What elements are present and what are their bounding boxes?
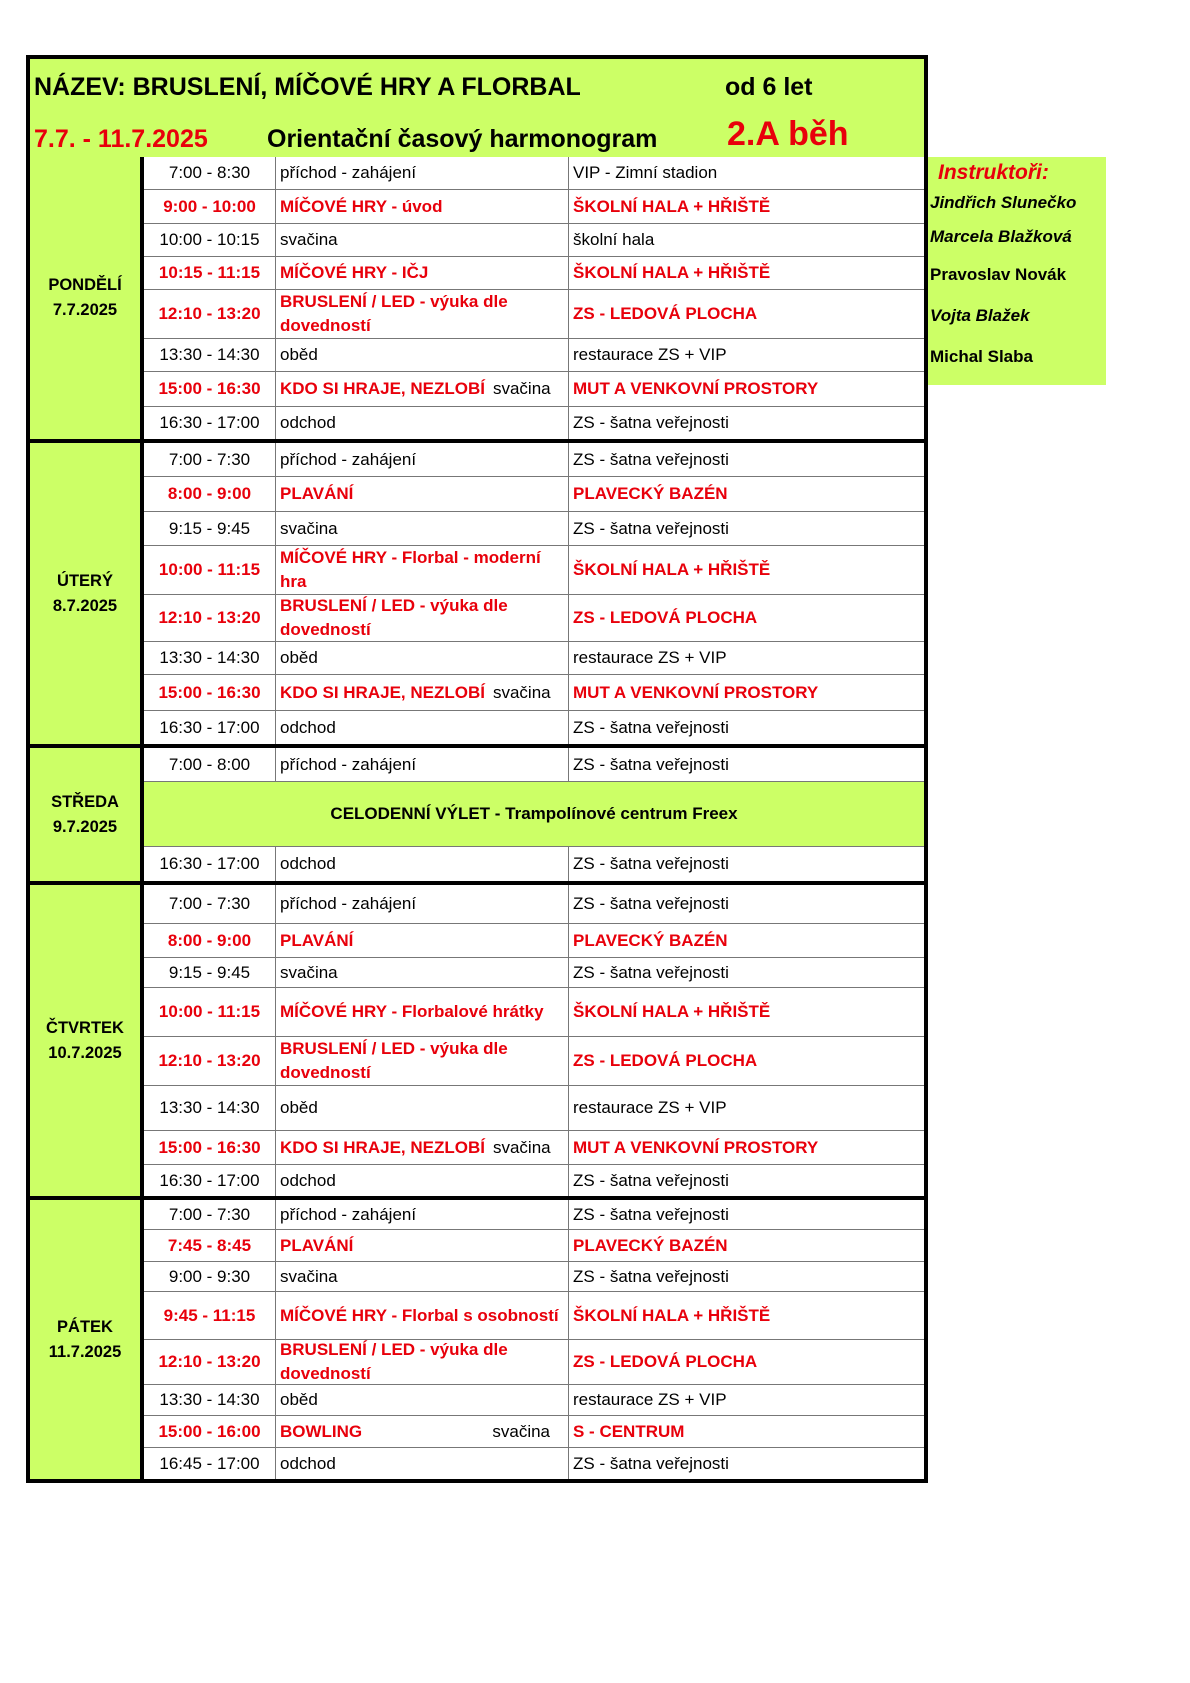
activity-cell <box>276 847 569 881</box>
activity-cell <box>276 595 569 641</box>
activity-cell <box>276 224 569 256</box>
activity-text: odchod <box>280 717 336 737</box>
day-block <box>26 881 928 1200</box>
location-cell: ZS - LEDOVÁ PLOCHA <box>573 1352 758 1371</box>
activity-text: PLAVÁNÍ <box>280 930 354 950</box>
activity-text: BRUSLENÍ / LED - výuka dle dovedností <box>280 1340 508 1383</box>
table-row <box>144 1200 924 1230</box>
activity-text: příchod - zahájení <box>280 754 417 774</box>
time-cell: 9:15 - 9:45 <box>144 958 276 987</box>
day-label <box>30 157 144 439</box>
location-cell: ZS - šatna veřejnosti <box>573 717 729 737</box>
location-cell: MUT A VENKOVNÍ PROSTORY <box>573 379 819 398</box>
day-name: ČTVRTEK <box>46 1018 124 1037</box>
day-rows <box>144 748 924 881</box>
day-rows <box>144 1200 924 1479</box>
activity-cell <box>276 1416 569 1447</box>
table-row <box>144 1448 924 1479</box>
day-block <box>26 744 928 885</box>
day-date: 8.7.2025 <box>52 596 118 615</box>
table-row <box>144 224 924 257</box>
location-cell: ZS - šatna veřejnosti <box>573 894 729 913</box>
day-block <box>26 1196 928 1483</box>
table-row <box>144 642 924 675</box>
activity-text: MÍČOVÉ HRY - úvod <box>280 196 443 216</box>
table-row <box>144 512 924 546</box>
time-cell: 15:00 - 16:30 <box>144 1131 276 1164</box>
activity-text: odchod <box>280 1453 336 1473</box>
activity-text: oběd <box>280 648 318 667</box>
time-cell: 7:00 - 7:30 <box>144 443 276 476</box>
activity-text: oběd <box>280 1390 318 1409</box>
table-row <box>144 1385 924 1416</box>
location-cell: restaurace ZS + VIP <box>573 1390 727 1409</box>
instructor-name: Vojta Blažek <box>930 306 1030 325</box>
activity-cell <box>276 157 569 189</box>
day-label <box>30 885 144 1196</box>
table-row <box>144 924 924 958</box>
day-label <box>30 1200 144 1479</box>
activity-cell <box>276 1385 569 1415</box>
location-cell: ŠKOLNÍ HALA + HŘIŠTĚ <box>573 560 771 579</box>
day-name: PONDĚLÍ <box>48 276 122 294</box>
day-trip-banner: CELODENNÍ VÝLET - Trampolínové centrum Freex <box>144 782 924 846</box>
activity-cell <box>276 924 569 957</box>
location-cell: ZS - LEDOVÁ PLOCHA <box>573 608 758 627</box>
time-cell: 10:15 - 11:15 <box>144 257 276 289</box>
instructors-box <box>928 157 1106 385</box>
location-cell: MUT A VENKOVNÍ PROSTORY <box>573 682 819 702</box>
schedule-subtitle: Orientační časový harmonogram <box>267 125 658 153</box>
date-range: 7.7. - 11.7.2025 <box>34 125 208 153</box>
activity-text: příchod - zahájení <box>280 1204 417 1224</box>
time-cell: 10:00 - 11:15 <box>144 988 276 1036</box>
time-cell: 13:30 - 14:30 <box>144 642 276 674</box>
activity-text: BRUSLENÍ / LED - výuka dle dovedností <box>280 292 508 335</box>
schedule-table <box>26 153 928 1483</box>
activity-cell <box>276 1200 569 1229</box>
time-cell: 12:10 - 13:20 <box>144 1340 276 1384</box>
time-cell: 16:45 - 17:00 <box>144 1448 276 1479</box>
table-row <box>144 782 924 847</box>
activity-cell <box>276 1131 569 1164</box>
day-rows <box>144 885 924 1196</box>
location-cell: MUT A VENKOVNÍ PROSTORY <box>573 1137 819 1157</box>
day-date: 7.7.2025 <box>52 301 118 319</box>
day-rows <box>144 157 924 439</box>
run-label: 2.A běh <box>727 115 849 153</box>
table-row <box>144 1037 924 1086</box>
activity-text: svačina <box>280 518 338 538</box>
activity-text: svačina <box>280 230 338 249</box>
day-name: ÚTERÝ <box>57 571 113 590</box>
instructor-name: Jindřich Slunečko <box>930 193 1077 212</box>
location-cell: ZS - šatna veřejnosti <box>573 1266 729 1286</box>
day-block <box>26 153 928 443</box>
activity-text: KDO SI HRAJE, NEZLOBÍ <box>280 682 485 702</box>
table-row <box>144 1086 924 1131</box>
time-cell: 13:30 - 14:30 <box>144 1385 276 1415</box>
table-row <box>144 847 924 881</box>
table-row <box>144 748 924 782</box>
instructor-name: Michal Slaba <box>930 347 1033 366</box>
activity-text: KDO SI HRAJE, NEZLOBÍ <box>280 1137 485 1157</box>
time-cell: 7:45 - 8:45 <box>144 1230 276 1261</box>
table-row <box>144 1416 924 1448</box>
time-cell: 7:00 - 7:30 <box>144 885 276 923</box>
time-cell: 15:00 - 16:00 <box>144 1416 276 1447</box>
time-cell: 9:00 - 9:30 <box>144 1262 276 1291</box>
instructors-heading: Instruktoři: <box>938 161 1049 184</box>
location-cell: školní hala <box>573 230 655 249</box>
snack-note: svačina <box>492 1137 551 1157</box>
time-cell: 7:00 - 8:00 <box>144 748 276 781</box>
day-label <box>30 443 144 744</box>
activity-cell <box>276 1230 569 1261</box>
snack-note: svačina <box>492 1421 550 1441</box>
table-row <box>144 407 924 439</box>
time-cell: 9:45 - 11:15 <box>144 1292 276 1339</box>
location-cell: ŠKOLNÍ HALA + HŘIŠTĚ <box>573 1305 771 1325</box>
table-row <box>144 958 924 988</box>
time-cell: 16:30 - 17:00 <box>144 1165 276 1196</box>
table-row <box>144 1292 924 1340</box>
table-row <box>144 339 924 372</box>
activity-cell <box>276 339 569 371</box>
location-cell: PLAVECKÝ BAZÉN <box>573 1235 728 1255</box>
time-cell: 13:30 - 14:30 <box>144 1086 276 1130</box>
activity-text: MÍČOVÉ HRY - Florbalové hrátky <box>280 1002 544 1021</box>
day-date: 11.7.2025 <box>48 1342 122 1361</box>
time-cell: 8:00 - 9:00 <box>144 924 276 957</box>
table-row <box>144 675 924 711</box>
activity-cell <box>276 1262 569 1291</box>
table-row <box>144 190 924 224</box>
time-cell: 7:00 - 7:30 <box>144 1200 276 1229</box>
activity-text: BRUSLENÍ / LED - výuka dle dovedností <box>280 596 508 639</box>
activity-cell <box>276 1448 569 1479</box>
table-row <box>144 1165 924 1196</box>
time-cell: 12:10 - 13:20 <box>144 1037 276 1085</box>
day-block <box>26 439 928 748</box>
location-cell: ZS - šatna veřejnosti <box>573 1170 729 1190</box>
activity-text: MÍČOVÉ HRY - Florbal - moderní hra <box>280 548 541 591</box>
activity-text: odchod <box>280 1170 336 1190</box>
instructor-name: Marcela Blažková <box>930 227 1072 246</box>
activity-text: svačina <box>280 1266 338 1286</box>
activity-cell <box>276 711 569 744</box>
schedule-header <box>26 55 928 157</box>
day-name: PÁTEK <box>57 1317 113 1336</box>
location-cell: PLAVECKÝ BAZÉN <box>573 930 728 950</box>
time-cell: 12:10 - 13:20 <box>144 595 276 641</box>
snack-note: svačina <box>492 379 551 398</box>
activity-text: oběd <box>280 1098 318 1117</box>
table-row <box>144 372 924 407</box>
activity-cell <box>276 1340 569 1384</box>
time-cell: 16:30 - 17:00 <box>144 711 276 744</box>
location-cell: ZS - šatna veřejnosti <box>573 449 729 469</box>
table-row <box>144 546 924 595</box>
location-cell: ZS - šatna veřejnosti <box>573 854 729 873</box>
activity-cell <box>276 372 569 406</box>
table-row <box>144 1230 924 1262</box>
day-name: STŘEDA <box>51 792 119 811</box>
location-cell: VIP - Zimní stadion <box>573 163 718 182</box>
activity-cell <box>276 1037 569 1085</box>
time-cell: 7:00 - 8:30 <box>144 157 276 189</box>
activity-cell <box>276 443 569 476</box>
location-cell: ZS - šatna veřejnosti <box>573 518 729 538</box>
location-cell: S - CENTRUM <box>573 1421 685 1441</box>
location-cell: PLAVECKÝ BAZÉN <box>573 484 728 503</box>
day-date: 10.7.2025 <box>48 1043 122 1062</box>
location-cell: ŠKOLNÍ HALA + HŘIŠTĚ <box>573 263 771 282</box>
table-row <box>144 257 924 290</box>
location-cell: ZS - šatna veřejnosti <box>573 413 729 432</box>
activity-text: odchod <box>280 854 336 873</box>
location-cell: restaurace ZS + VIP <box>573 345 727 364</box>
activity-cell <box>276 546 569 594</box>
table-row <box>144 477 924 512</box>
location-cell: ZS - šatna veřejnosti <box>573 962 729 982</box>
table-row <box>144 885 924 924</box>
activity-cell <box>276 675 569 710</box>
activity-cell <box>276 748 569 781</box>
activity-cell <box>276 1165 569 1196</box>
time-cell: 15:00 - 16:30 <box>144 675 276 710</box>
activity-text: BRUSLENÍ / LED - výuka dle dovedností <box>280 1039 508 1082</box>
location-cell: ŠKOLNÍ HALA + HŘIŠTĚ <box>573 1002 771 1021</box>
location-cell: restaurace ZS + VIP <box>573 648 727 667</box>
activity-cell <box>276 958 569 987</box>
activity-text: příchod - zahájení <box>280 894 417 913</box>
time-cell: 9:00 - 10:00 <box>144 190 276 223</box>
table-row <box>144 1131 924 1165</box>
activity-text: PLAVÁNÍ <box>280 1235 354 1255</box>
activity-text: MÍČOVÉ HRY - IČJ <box>280 263 429 282</box>
activity-text: MÍČOVÉ HRY - Florbal s osobností <box>280 1305 559 1325</box>
location-cell: ŠKOLNÍ HALA + HŘIŠTĚ <box>573 196 771 216</box>
activity-text: KDO SI HRAJE, NEZLOBÍ <box>280 379 485 398</box>
time-cell: 16:30 - 17:00 <box>144 407 276 439</box>
activity-cell <box>276 512 569 545</box>
location-cell: ZS - šatna veřejnosti <box>573 1453 729 1473</box>
time-cell: 10:00 - 10:15 <box>144 224 276 256</box>
table-row <box>144 290 924 339</box>
activity-cell <box>276 988 569 1036</box>
location-cell: ZS - LEDOVÁ PLOCHA <box>573 304 758 323</box>
table-row <box>144 711 924 744</box>
day-label <box>30 748 144 881</box>
schedule-document <box>26 55 928 1483</box>
location-cell: ZS - šatna veřejnosti <box>573 754 729 774</box>
activity-cell <box>276 477 569 511</box>
time-cell: 16:30 - 17:00 <box>144 847 276 881</box>
location-cell: ZS - LEDOVÁ PLOCHA <box>573 1051 758 1070</box>
age-label: od 6 let <box>725 73 813 101</box>
activity-text: oběd <box>280 345 318 364</box>
snack-note: svačina <box>492 682 551 702</box>
activity-cell <box>276 190 569 223</box>
activity-cell <box>276 642 569 674</box>
activity-cell <box>276 257 569 289</box>
time-cell: 9:15 - 9:45 <box>144 512 276 545</box>
time-cell: 8:00 - 9:00 <box>144 477 276 511</box>
activity-text: PLAVÁNÍ <box>280 484 354 503</box>
activity-cell <box>276 1086 569 1130</box>
table-row <box>144 443 924 477</box>
activity-text: BOWLING <box>280 1421 363 1441</box>
activity-text: odchod <box>280 413 336 432</box>
time-cell: 10:00 - 11:15 <box>144 546 276 594</box>
day-date: 9.7.2025 <box>52 817 118 836</box>
activity-cell <box>276 407 569 439</box>
day-rows <box>144 443 924 744</box>
activity-cell <box>276 1292 569 1339</box>
table-row <box>144 988 924 1037</box>
activity-text: příchod - zahájení <box>280 163 417 182</box>
table-row <box>144 1340 924 1385</box>
activity-cell <box>276 290 569 338</box>
time-cell: 13:30 - 14:30 <box>144 339 276 371</box>
activity-text: svačina <box>280 962 338 982</box>
time-cell: 15:00 - 16:30 <box>144 372 276 406</box>
table-row <box>144 1262 924 1292</box>
table-row <box>144 595 924 642</box>
time-cell: 12:10 - 13:20 <box>144 290 276 338</box>
location-cell: ZS - šatna veřejnosti <box>573 1204 729 1224</box>
table-row <box>144 157 924 190</box>
activity-text: příchod - zahájení <box>280 449 417 469</box>
activity-cell <box>276 885 569 923</box>
program-title: NÁZEV: BRUSLENÍ, MÍČOVÉ HRY A FLORBAL <box>34 73 581 101</box>
instructor-name: Pravoslav Novák <box>930 265 1067 284</box>
location-cell: restaurace ZS + VIP <box>573 1098 727 1117</box>
